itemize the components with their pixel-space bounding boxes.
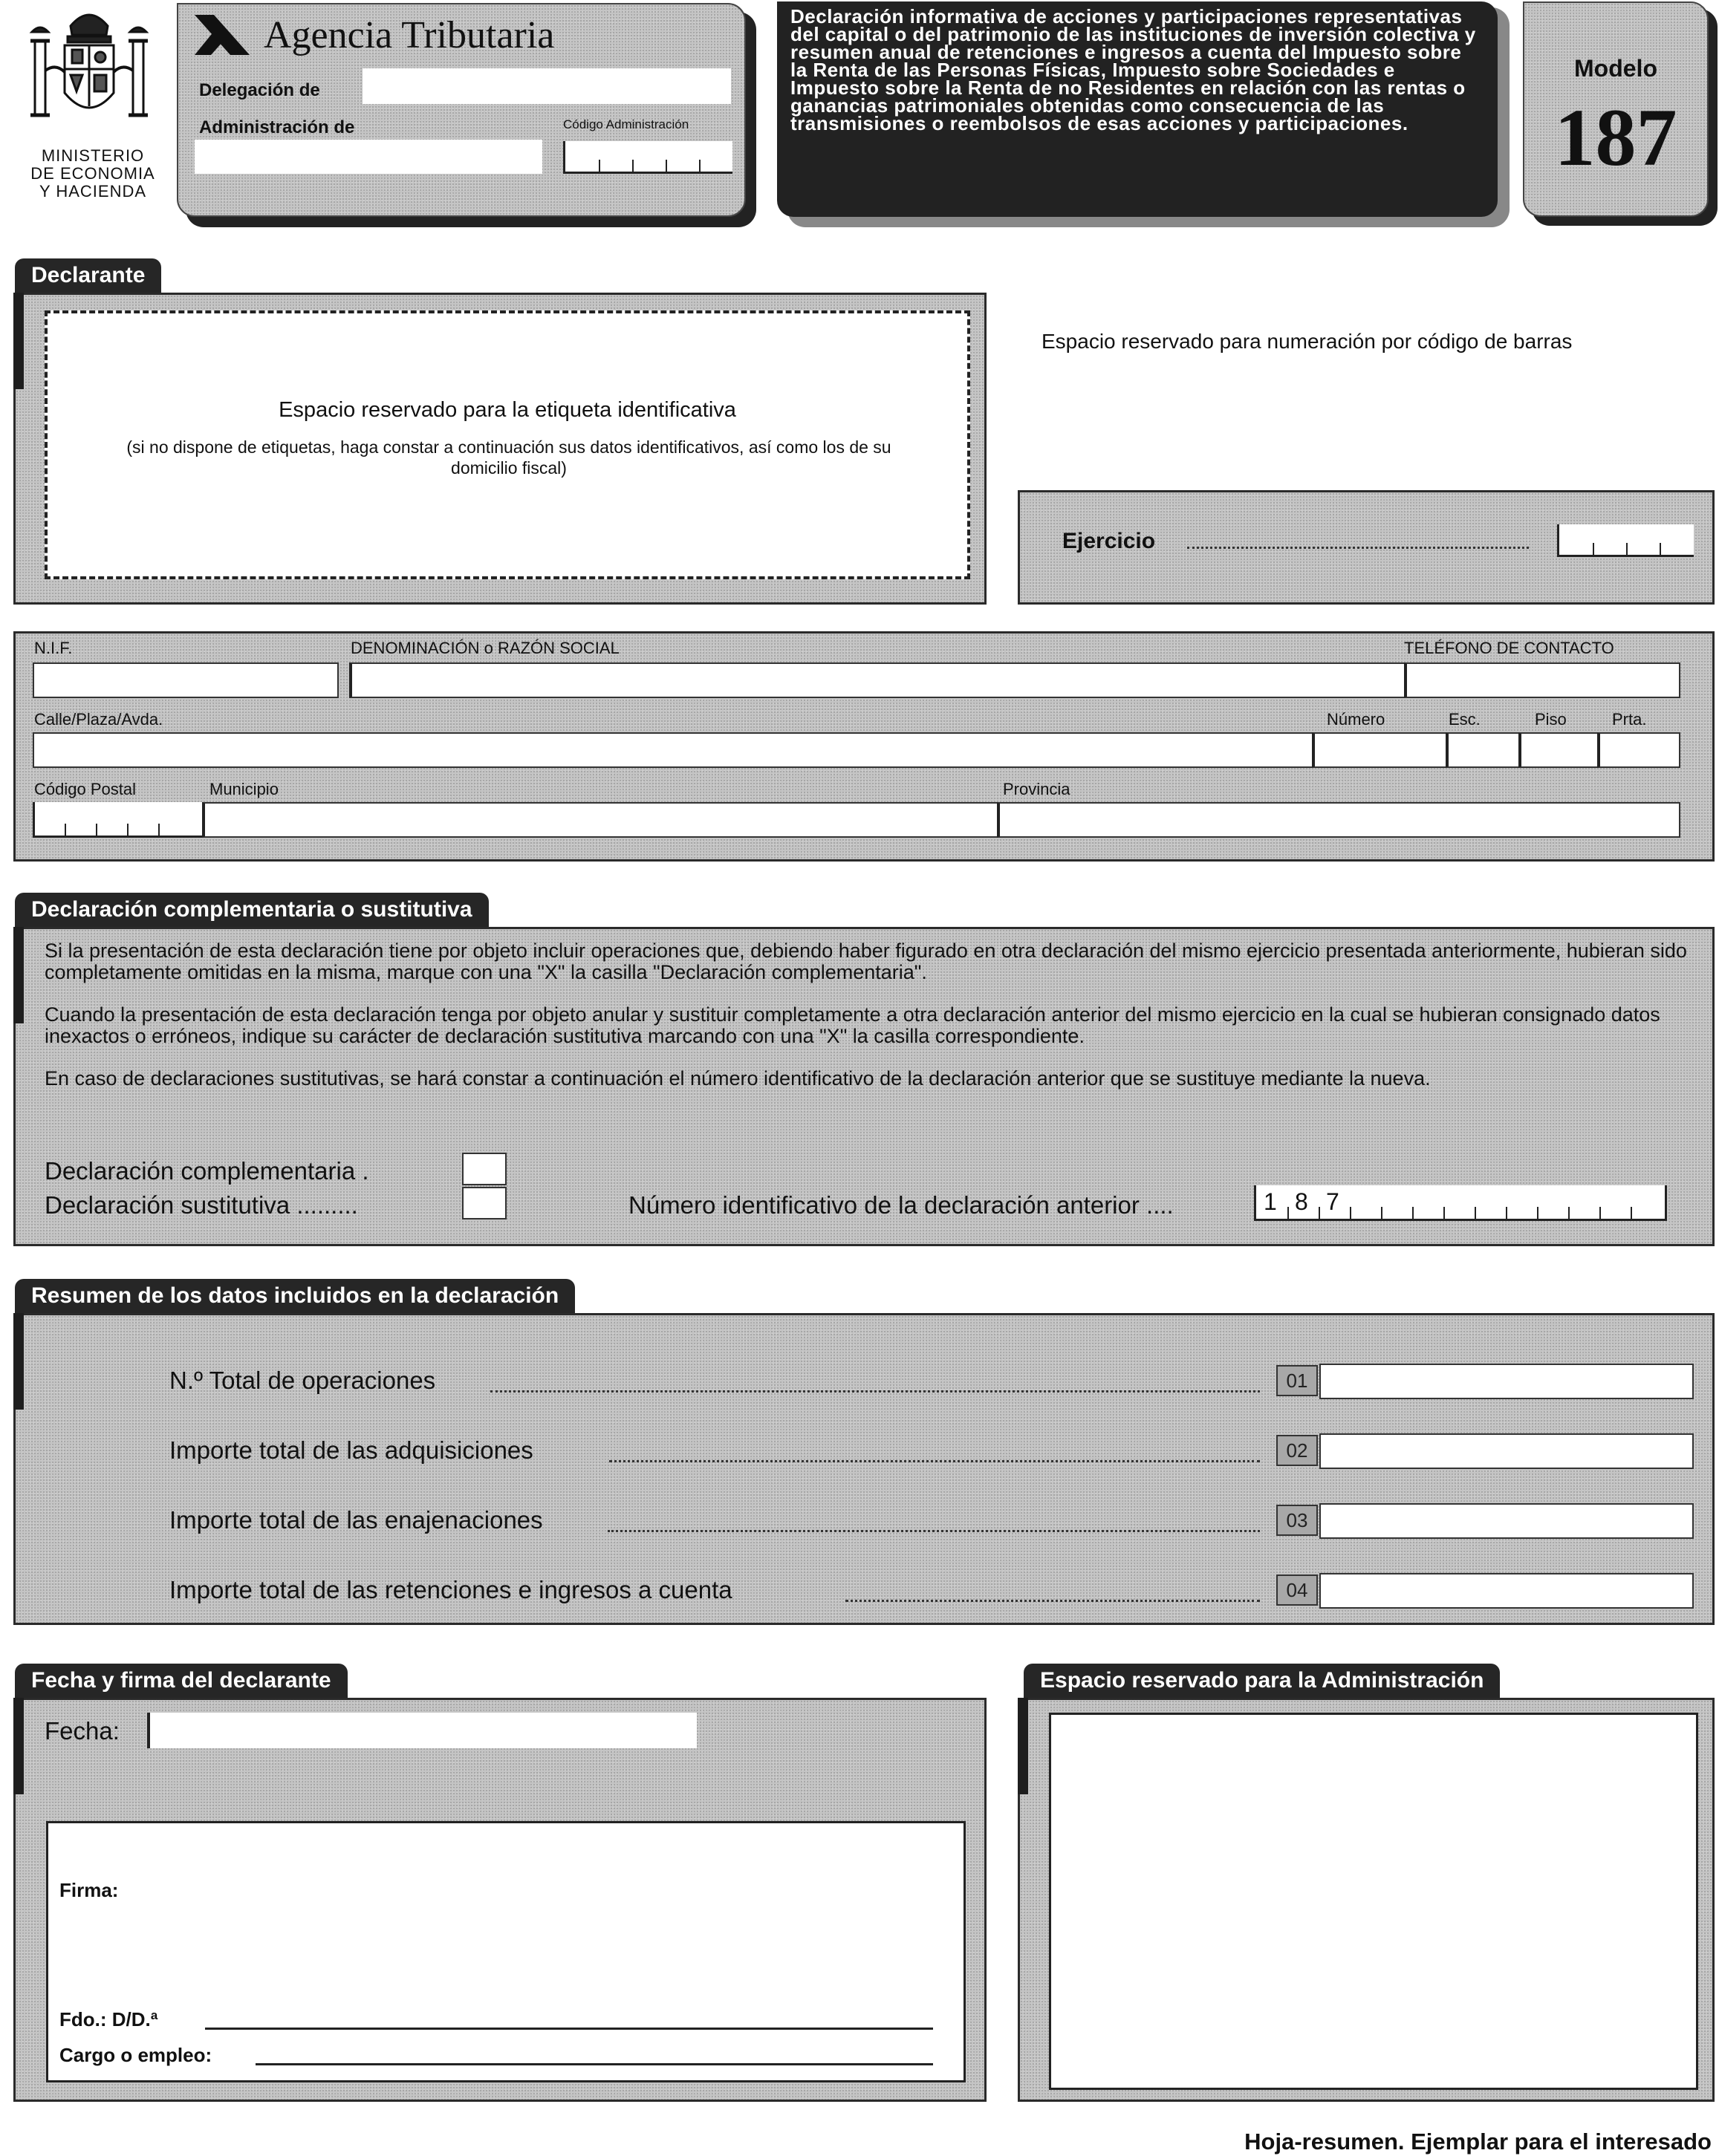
barcode-note: Espacio reservado para numeración por código de barras xyxy=(1042,330,1573,353)
resumen-row-1-label: N.º Total de operaciones xyxy=(169,1367,436,1394)
tab-declarante: Declarante xyxy=(15,258,161,293)
label-area-title: Espacio reservado para la etiqueta identificativa xyxy=(279,398,736,422)
complementaria-checkbox-label: Declaración complementaria . xyxy=(45,1157,369,1185)
administracion-label: Administración de xyxy=(199,117,355,137)
resumen-row-1-leader xyxy=(490,1390,1260,1393)
esc-field[interactable] xyxy=(1446,732,1520,768)
numero-digit-3: 7 xyxy=(1326,1188,1339,1215)
firma-signature-area[interactable] xyxy=(134,1857,936,1990)
modelo-number: 187 xyxy=(1554,92,1677,183)
administracion-box xyxy=(1049,1713,1698,2090)
telefono-field[interactable] xyxy=(1404,662,1680,698)
provincia-label: Provincia xyxy=(1003,780,1070,798)
piso-field[interactable] xyxy=(1518,732,1599,768)
resumen-row-2-code: 02 xyxy=(1276,1435,1318,1466)
resumen-row-3-label: Importe total de las enajenaciones xyxy=(169,1506,543,1534)
numero-digit-1: 1 xyxy=(1264,1188,1277,1215)
firma-leftbar xyxy=(13,1698,24,1794)
ejercicio-leader xyxy=(1187,547,1529,549)
fecha-field[interactable] xyxy=(147,1713,697,1748)
resumen-row-3-code: 03 xyxy=(1276,1505,1318,1536)
cp-field[interactable] xyxy=(33,802,204,838)
numero-anterior-label: Número identificativo de la declaración anterior .... xyxy=(628,1191,1174,1219)
resumen-row-2-field[interactable] xyxy=(1319,1433,1694,1469)
agency-logo-icon xyxy=(192,12,253,58)
agency-name: Agencia Tributaria xyxy=(264,14,555,56)
tab-administracion: Espacio reservado para la Administración xyxy=(1024,1664,1500,1698)
tab-complementaria: Declaración complementaria o sustitutiva xyxy=(15,893,489,927)
resumen-row-4-field[interactable] xyxy=(1319,1573,1694,1609)
resumen-row-2-leader xyxy=(609,1460,1260,1462)
declarante-leftbar xyxy=(13,293,24,389)
label-area-note: (si no dispone de etiquetas, haga constar a continuación sus datos identificativos, así como los de su domicilio fiscal) xyxy=(126,437,891,478)
cargo-line[interactable] xyxy=(256,2063,933,2065)
fdo-label: Fdo.: D/D.ª xyxy=(59,2008,158,2030)
provincia-field[interactable] xyxy=(997,802,1680,838)
resumen-row-3-leader xyxy=(608,1530,1260,1532)
tab-firma: Fecha y firma del declarante xyxy=(15,1664,348,1698)
numero-anterior-field[interactable] xyxy=(1254,1185,1667,1221)
codigo-admin-field[interactable] xyxy=(563,141,732,174)
tab-resumen: Resumen de los datos incluidos en la declaración xyxy=(15,1279,575,1313)
administracion-leftbar xyxy=(1018,1698,1028,1794)
delegacion-label: Delegación de xyxy=(199,80,320,100)
nif-field[interactable] xyxy=(33,662,339,698)
prta-field[interactable] xyxy=(1597,732,1680,768)
denominacion-field[interactable] xyxy=(349,662,1406,698)
form-title: Declaración informativa de acciones y participaciones representativas del capital o del patrimonio de las instituciones de inversión colectiva y resumen anual de retenciones e ingresos a cuenta del Impuesto sobre la Renta de las Personas Físicas, Impuesto sobre Sociedades e Impuesto sobre la Renta de no Residentes en relación con las rentas o ganancias patrimoniales obtenidas como consecuencia de las transmisiones o reembolsos de esas acciones y participaciones. xyxy=(790,5,1476,134)
resumen-row-4-code: 04 xyxy=(1276,1574,1318,1606)
resumen-row-1-field[interactable] xyxy=(1319,1364,1694,1399)
calle-field[interactable] xyxy=(33,732,1313,768)
ejercicio-field[interactable] xyxy=(1557,524,1694,557)
resumen-row-1-code: 01 xyxy=(1276,1365,1318,1396)
fecha-label: Fecha: xyxy=(45,1717,120,1745)
cargo-label: Cargo o empleo: xyxy=(59,2044,212,2066)
sustitutiva-checkbox-label: Declaración sustitutiva ......... xyxy=(45,1191,358,1219)
footer-note: Hoja-resumen. Ejemplar para el interesado xyxy=(1244,2129,1712,2155)
complementaria-leftbar xyxy=(13,927,24,1023)
codigo-admin-label: Código Administración xyxy=(563,117,689,131)
calle-label: Calle/Plaza/Avda. xyxy=(34,710,163,729)
resumen-row-3-field[interactable] xyxy=(1319,1503,1694,1539)
firma-label: Firma: xyxy=(59,1879,119,1901)
resumen-row-4-label: Importe total de las retenciones e ingresos a cuenta xyxy=(169,1576,732,1603)
denominacion-label: DENOMINACIÓN o RAZÓN SOCIAL xyxy=(351,639,620,657)
coat-of-arms-icon xyxy=(19,4,160,145)
ministry-name: MINISTERIO DE ECONOMIA Y HACIENDA xyxy=(30,146,155,201)
piso-label: Piso xyxy=(1535,710,1567,729)
municipio-label: Municipio xyxy=(209,780,279,798)
resumen-leftbar xyxy=(13,1313,24,1410)
nif-label: N.I.F. xyxy=(34,639,73,657)
sustitutiva-checkbox[interactable] xyxy=(462,1187,507,1219)
administracion-field[interactable] xyxy=(195,140,542,174)
complementaria-checkbox[interactable] xyxy=(462,1153,507,1185)
fdo-line[interactable] xyxy=(205,2028,933,2030)
ejercicio-label: Ejercicio xyxy=(1062,529,1156,553)
telefono-label: TELÉFONO DE CONTACTO xyxy=(1404,639,1614,657)
complementaria-para2: Cuando la presentación de esta declaración tenga por objeto anular y sustituir completamente a otra declaración anterior del mismo ejercicio en la cual se hubieran consignado datos inexactos o erróneos, indique su carácter de declaración sustitutiva marcando con una "X" la casilla correspondiente. xyxy=(45,1003,1660,1047)
municipio-field[interactable] xyxy=(202,802,998,838)
numero-field[interactable] xyxy=(1312,732,1447,768)
prta-label: Prta. xyxy=(1612,710,1647,729)
resumen-row-2-label: Importe total de las adquisiciones xyxy=(169,1436,533,1464)
resumen-row-4-leader xyxy=(845,1600,1260,1602)
numero-digit-2: 8 xyxy=(1295,1188,1308,1215)
numero-label: Número xyxy=(1327,710,1385,729)
modelo-label: Modelo xyxy=(1574,55,1657,82)
complementaria-para1: Si la presentación de esta declaración tiene por objeto incluir operaciones que, debiendo haber figurado en otra declaración del mismo ejercicio presentada anteriormente, hubieran sido completamente omitidas en la misma, marque con una "X" la casilla "Declaración complementaria". xyxy=(45,939,1687,983)
complementaria-para3: En caso de declaraciones sustitutivas, se hará constar a continuación el número identificativo de la declaración anterior que se sustituye mediante la nueva. xyxy=(45,1067,1431,1090)
cp-label: Código Postal xyxy=(34,780,136,798)
delegacion-field[interactable] xyxy=(363,68,731,104)
esc-label: Esc. xyxy=(1449,710,1481,729)
